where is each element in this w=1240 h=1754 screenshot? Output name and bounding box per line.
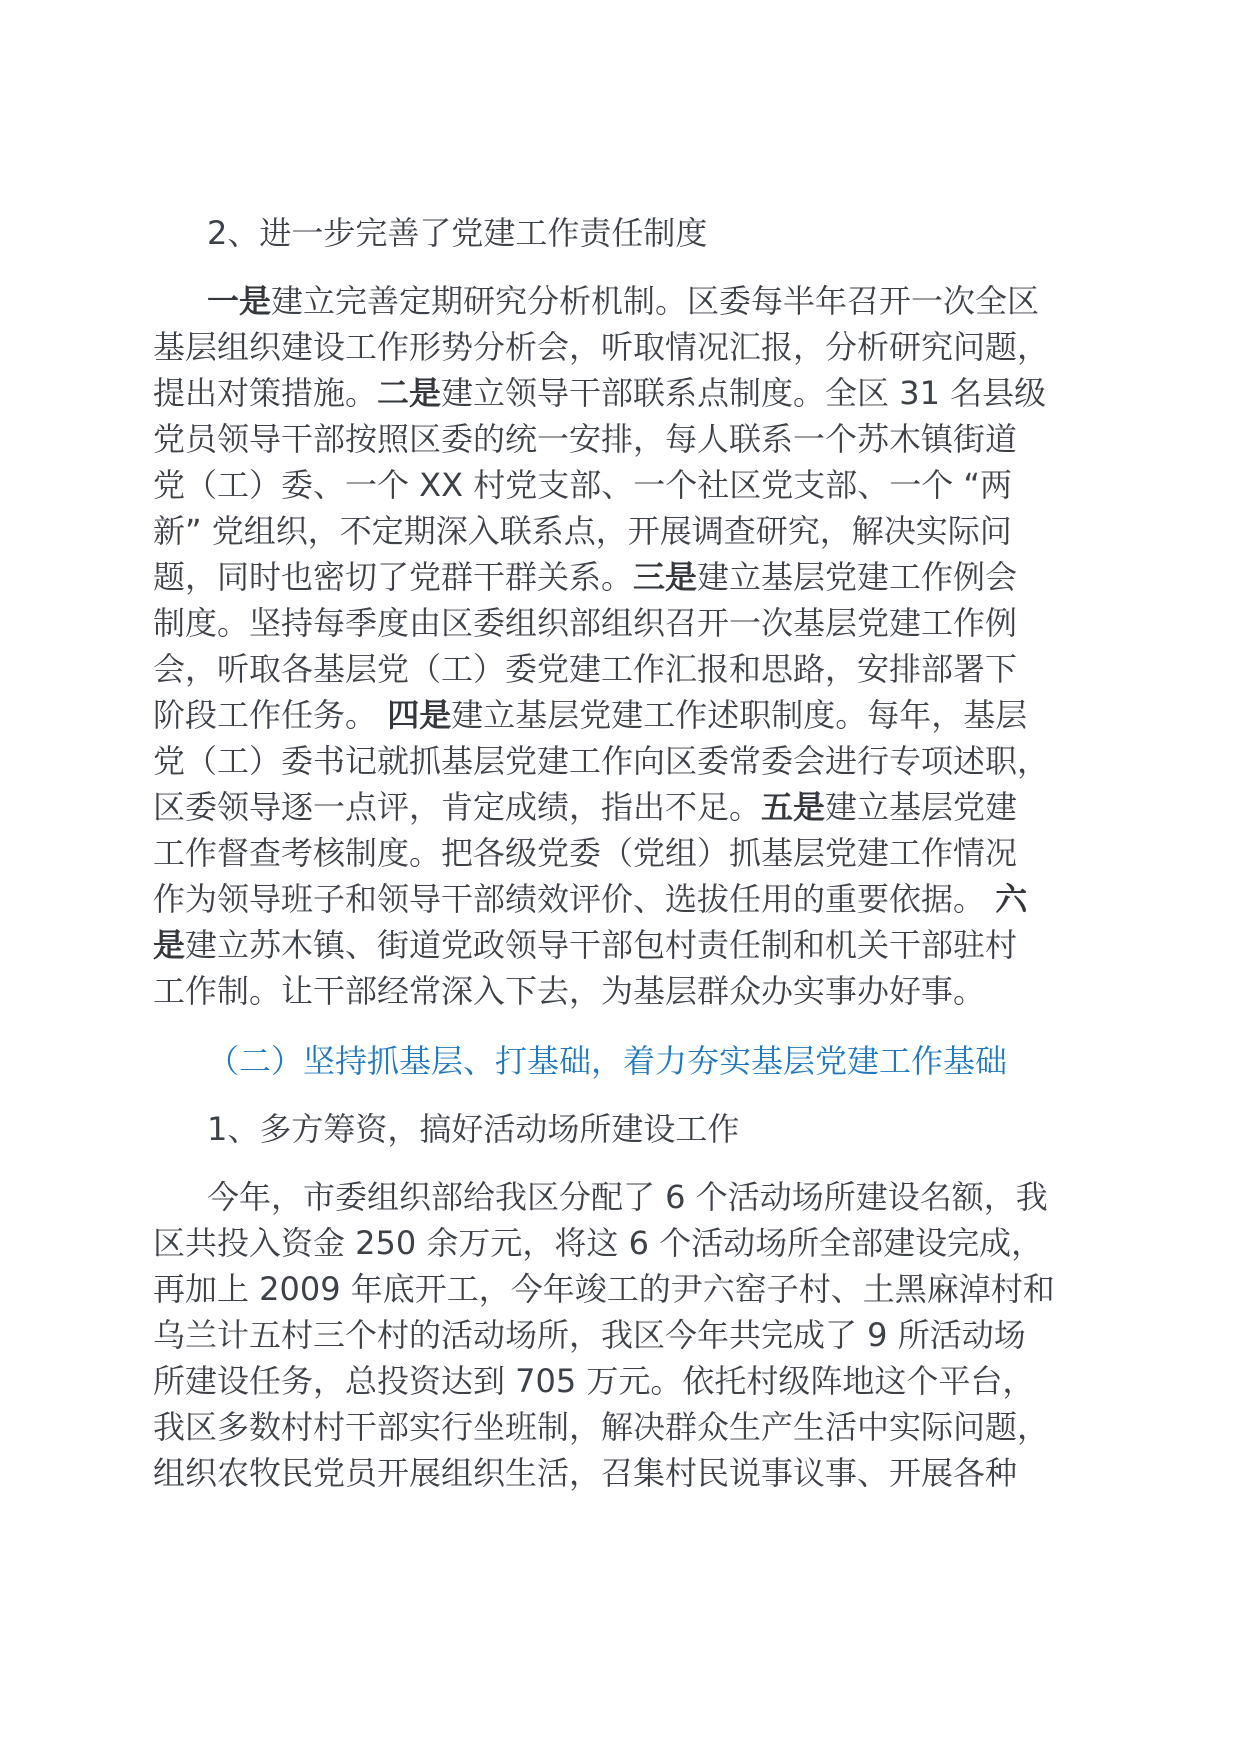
ordinal-marker-6a: 六 — [995, 880, 1028, 918]
measure-3-text: 建立基层党建工作例会 制度。坚持每季度由区委组织部组织召开一次基层党建工作例 会，听取各基层党（工）委党建工作汇报和思路，安排部署下 阶段工作任务。 — [153, 558, 1018, 734]
section-heading-activity-venues: 1、多方筹资，搞好活动场所建设工作 — [207, 1110, 740, 1148]
measure-2-text: 建立领导干部联系点制度。全区 31 名县级 党员领导干部按照区委的统一安排，每人联系一个苏木镇街道 党（工）委、一个 XX 村党支部、一个社区党支部、一个 “两 新” 党组织，不定期深入联系点，开展调查研究，解决实际问 题，同时也密切了党群干群关系。 — [153, 374, 1047, 596]
subsection-heading-grassroots-foundation: （二）坚持抓基层、打基础，着力夯实基层党建工作基础 — [207, 1042, 1008, 1080]
measure-5-text: 建立基层党建 工作督查考核制度。把各级党委（党组）抓基层党建工作情况 作为领导班子和领导干部绩效评价、选拔任用的重要依据。 — [153, 788, 1018, 918]
ordinal-marker-6b: 是 — [153, 926, 186, 964]
measure-6-text: 建立苏木镇、街道党政领导干部包村责任制和机关干部驻村 工作制。让干部经常深入下去，为基层群众办实事办好事。 — [153, 926, 1018, 1010]
paragraph-activity-venue-construction: 今年，市委组织部给我区分配了 6 个活动场所建设名额，我 区共投入资金 250 余万元，将这 6 个活动场所全部建设完成， 再加上 2009 年底开工，今年竣工的尹六窑子村、土黑麻淖村和 乌兰计五村三个村的活动场所，我区今年共完成了 9 所活动场 所建设任务，总投资达到 705 万元。依托村级阵地这个平台， 我区多数村村干部实行坐班制，解决群众生产生活中实际问题， 组织农牧民党员开展组织生活，召集村民说事议事、开展各种 — [153, 1178, 1055, 1492]
paragraph-responsibility-measures — [153, 278, 1111, 1014]
ordinal-marker-3: 三是 — [633, 558, 698, 596]
ordinal-marker-4: 四是 — [387, 696, 452, 734]
ordinal-marker-1: 一是 — [207, 282, 272, 320]
measure-4-text: 建立基层党建工作述职制度。每年，基层 党（工）委书记就抓基层党建工作向区委常委会进行专项述职， 区委领导逐一点评，肯定成绩，指出不足。 — [153, 696, 1050, 826]
ordinal-marker-5: 五是 — [761, 788, 826, 826]
measure-1-text: 建立完善定期研究分析机制。区委每半年召开一次全区 基层组织建设工作形势分析会，听取情况汇报，分析研究问题， 提出对策措施。 — [153, 282, 1050, 412]
ordinal-marker-2: 二是 — [377, 374, 442, 412]
section-heading-responsibility-system: 2、进一步完善了党建工作责任制度 — [207, 214, 708, 252]
document-page — [153, 210, 1111, 1496]
